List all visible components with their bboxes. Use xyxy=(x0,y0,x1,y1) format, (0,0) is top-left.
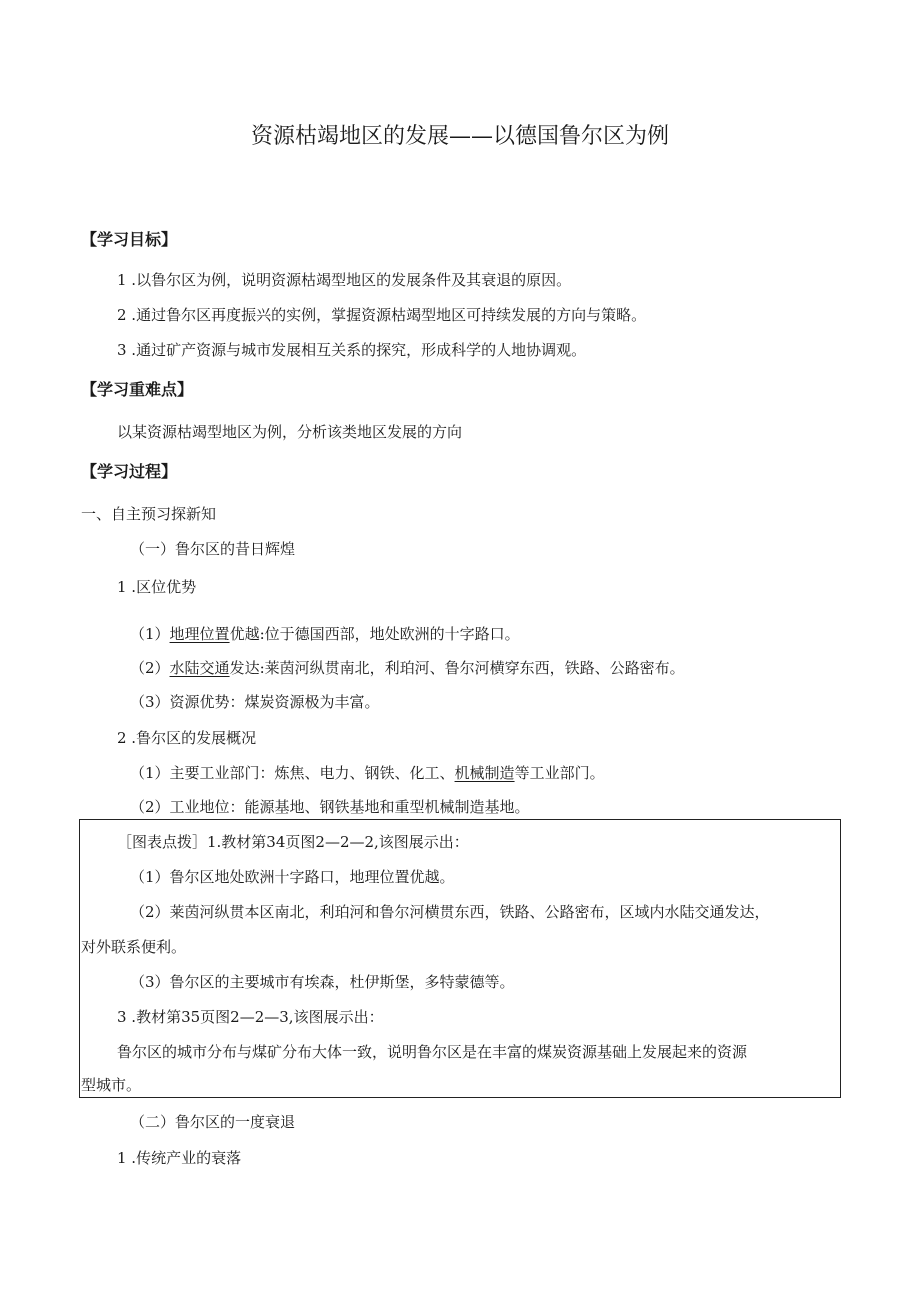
development-item-1-term: 机械制造 xyxy=(454,764,515,782)
box-line-1: ［图表点拨］1.教材第34页图2—2—2,该图展示出： xyxy=(117,833,469,851)
document-title: 资源枯竭地区的发展——以德国鲁尔区为例 xyxy=(250,124,669,149)
goal-item-3: 3 .通过矿产资源与城市发展相互关系的探究，形成科学的人地协调观。 xyxy=(117,341,587,359)
location-item-2 xyxy=(130,658,685,678)
box-line-6a: 鲁尔区的城市分布与煤矿分布大体一致，说明鲁尔区是在丰富的煤炭资源基础上发展起来的资源 xyxy=(117,1043,748,1061)
sub1-heading: （一）鲁尔区的昔日辉煌 xyxy=(130,540,296,558)
box-line-4: （3）鲁尔区的主要城市有埃森，杜伊斯堡，多特蒙德等。 xyxy=(130,973,515,991)
goal-item-1: 1 .以鲁尔区为例，说明资源枯竭型地区的发展条件及其衰退的原因。 xyxy=(117,271,572,289)
development-item-1-rest: 等工业部门。 xyxy=(514,764,605,782)
part1-heading: 一、自主预习探新知 xyxy=(81,505,217,523)
goals-heading: 【学习目标】 xyxy=(81,230,178,249)
key-text: 以某资源枯竭型地区为例，分析该类地区发展的方向 xyxy=(117,423,463,441)
location-item-1-prefix: （1） xyxy=(130,625,170,643)
box-line-2: （1）鲁尔区地处欧洲十字路口，地理位置优越。 xyxy=(130,868,455,886)
location-item-2-prefix: （2） xyxy=(130,659,170,677)
decline-title: 1 .传统产业的衰落 xyxy=(117,1149,242,1167)
development-title: 2 .鲁尔区的发展概况 xyxy=(117,729,257,747)
location-item-1 xyxy=(130,624,520,644)
location-item-2-rest: 发达:莱茵河纵贯南北，利珀河、鲁尔河横穿东西，铁路、公路密布。 xyxy=(229,659,685,677)
box-line-5: 3 .教材第35页图2—2—3,该图展示出： xyxy=(117,1008,384,1026)
location-item-3: （3）资源优势：煤炭资源极为丰富。 xyxy=(130,693,380,711)
location-title: 1 .区位优势 xyxy=(117,578,197,596)
goal-item-2: 2 .通过鲁尔区再度振兴的实例，掌握资源枯竭型地区可持续发展的方向与策略。 xyxy=(117,306,647,324)
location-item-2-term: 水陆交通 xyxy=(169,659,230,677)
location-item-1-rest: 优越:位于德国西部，地处欧洲的十字路口。 xyxy=(229,625,520,643)
key-heading: 【学习重难点】 xyxy=(81,380,194,399)
box-line-3b: 对外联系便利。 xyxy=(81,938,187,956)
box-line-3a: （2）莱茵河纵贯本区南北，利珀河和鲁尔河横贯东西，铁路、公路密布，区域内水陆交通发达， xyxy=(130,903,770,921)
location-item-1-term: 地理位置 xyxy=(169,625,230,643)
development-item-1-prefix: （1）主要工业部门：炼焦、电力、钢铁、化工、 xyxy=(130,764,455,782)
box-line-6b: 型城市。 xyxy=(81,1076,142,1094)
sub2-heading: （二）鲁尔区的一度衰退 xyxy=(130,1113,296,1131)
development-item-1 xyxy=(130,763,605,783)
process-heading: 【学习过程】 xyxy=(81,462,178,481)
development-item-2: （2）工业地位：能源基地、钢铁基地和重型机械制造基地。 xyxy=(130,798,530,816)
